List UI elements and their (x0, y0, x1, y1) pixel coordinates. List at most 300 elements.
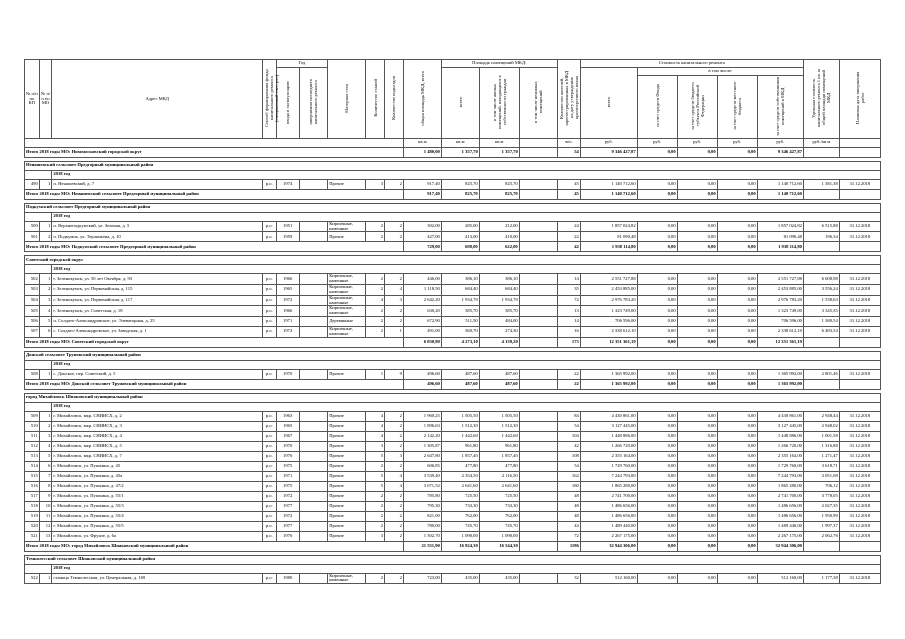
row-total-area: 491,00 (403, 326, 441, 337)
row-cost-total: 2 338 612,10 (580, 326, 637, 337)
row-residents: 35 (557, 285, 580, 296)
row-cost-total: 2 267 175,00 (580, 531, 637, 541)
hdr-god: Год (276, 60, 328, 68)
row-fund: р.о. (262, 573, 276, 584)
hdr-floors: Количество этажей (366, 60, 385, 139)
unit-cell: руб. (637, 138, 677, 147)
row-material: Кирпичные, каменные (328, 274, 366, 285)
row-material: Кирпичные, каменные (328, 285, 366, 296)
table-row (25, 511, 881, 521)
row-area-living: 1 857,40 (479, 451, 519, 461)
row-fund: р.о. (262, 316, 276, 326)
row-cost-fund: 0,00 (637, 179, 677, 189)
row-fund: р.о. (262, 501, 276, 511)
row-material: Прочие (328, 471, 366, 481)
row-year-repair (299, 491, 327, 501)
unit-cell: руб. (717, 138, 757, 147)
row-cost-total: 1 323 749,00 (580, 306, 637, 317)
row-year-repair (299, 179, 327, 189)
row-floors: 2 (366, 521, 385, 531)
row-residents: 42 (557, 441, 580, 451)
row-entrances: 2 (385, 306, 404, 317)
total-cell: 1 357,70 (479, 147, 519, 157)
row-address: г. Михайловск, ул. Фрунзе, д. 6а (52, 531, 263, 541)
row-cost-region: 0,00 (677, 285, 717, 296)
table-row (25, 232, 881, 242)
hdr-area-living: в том числе жилых помещений, находящихся в собственности граждан (479, 68, 519, 139)
row-entrances: 2 (385, 521, 404, 531)
total-cell: 42 (557, 242, 580, 252)
row-cost-region: 0,00 (677, 471, 717, 481)
row-deadline: 31.12.2018 (839, 501, 880, 511)
total-cell: 1 938 114,80 (757, 242, 803, 252)
row-total-area: 1 118,50 (403, 285, 441, 296)
row-fund: р.о. (262, 451, 276, 461)
row-number-mo: 8 (39, 481, 52, 491)
row-area-living: 725,50 (479, 491, 519, 501)
row-entrances: 2 (385, 441, 404, 451)
row-cost-owners: 2 551 727,88 (757, 274, 803, 285)
row-area-living: 212,00 (479, 221, 519, 232)
row-cost-fund: 0,00 (637, 306, 677, 317)
row-cost-local: 0,00 (717, 471, 757, 481)
row-number-mo: 6 (39, 461, 52, 471)
row-year-built: 1959 (276, 232, 299, 242)
row-material: Прочие (328, 531, 366, 541)
row-cost-region: 0,00 (677, 461, 717, 471)
row-area-living: 385,70 (479, 306, 519, 317)
table-row (25, 221, 881, 232)
row-area-total: 762,00 (441, 511, 479, 521)
cell (839, 379, 880, 389)
row-cost-local: 0,00 (717, 411, 757, 421)
row-fund: р.о. (262, 274, 276, 285)
unit-cell: чел. (557, 138, 580, 147)
row-area-nonliving (519, 441, 557, 451)
row-address: п. Солдато-Александровское, ул. Элеваторная, д. 25 (52, 316, 263, 326)
row-number-mo: 1 (39, 274, 52, 285)
section-total-row (25, 337, 881, 347)
total-cell: 0,00 (677, 147, 717, 157)
row-area-living: 2 641,60 (479, 481, 519, 491)
row-address: г. Михайловск, ул. Пушкина, д. 45 (52, 461, 263, 471)
unit-cell: руб./кв.м (803, 138, 839, 147)
row-unit-cost: 1 177,38 (803, 573, 839, 584)
row-entrances: 2 (385, 511, 404, 521)
row-cost-region: 0,00 (677, 573, 717, 584)
unit-cell: руб. (757, 138, 803, 147)
section-year: 2018 год (52, 265, 881, 274)
row-year-repair (299, 511, 327, 521)
row-number: 503 (25, 285, 40, 296)
row-material: Прочие (328, 421, 366, 431)
row-area-living: 487,60 (479, 369, 519, 379)
row-cost-region: 0,00 (677, 306, 717, 317)
row-number: 504 (25, 295, 40, 306)
total-cell: 0,00 (637, 189, 677, 199)
row-fund: р.о. (262, 531, 276, 541)
row-cost-region: 0,00 (677, 369, 717, 379)
row-area-total: 1 512,30 (441, 421, 479, 431)
total-cell: 729,00 (403, 242, 441, 252)
row-deadline: 31.12.2018 (839, 306, 880, 317)
row-area-total: 285,00 (441, 221, 479, 232)
row-entrances: 2 (385, 316, 404, 326)
row-cost-owners: 1 323 749,00 (757, 306, 803, 317)
row-cost-region: 0,00 (677, 431, 717, 441)
row-material: Кирпичные, каменные (328, 295, 366, 306)
row-residents: 162 (557, 471, 580, 481)
row-cost-fund: 0,00 (637, 369, 677, 379)
row-cost-total: 1 489 440,00 (580, 521, 637, 531)
row-cost-owners: 2 267 175,00 (757, 531, 803, 541)
row-fund: р.о. (262, 521, 276, 531)
row-floors: 2 (366, 232, 385, 242)
row-entrances: 4 (385, 285, 404, 296)
row-year-built: 1977 (276, 501, 299, 511)
hdr-year-repair: завершения последнего капитального ремонта (299, 68, 327, 139)
row-cost-total: 1 486 656,00 (580, 511, 637, 521)
row-cost-owners: 2 976 783,20 (757, 295, 803, 306)
hdr-total-area: общая площадь МКД, всего (403, 60, 441, 139)
row-cost-total: 4 430 861,00 (580, 411, 637, 421)
row-fund: р.о. (262, 179, 276, 189)
total-cell: 6 030,80 (403, 337, 441, 347)
cell (839, 242, 880, 252)
total-cell: 0,00 (717, 379, 757, 389)
row-year-repair (299, 451, 327, 461)
row-floors: 3 (366, 179, 385, 189)
row-fund: р.о. (262, 369, 276, 379)
row-address: г. Михайловск, мкр. СНИИСХ, д. 2 (52, 411, 263, 421)
row-floors: 4 (366, 295, 385, 306)
hdr-material: Материал стен (328, 60, 366, 139)
hdr-cost-total: всего (580, 68, 637, 139)
row-year-built: 1976 (276, 531, 299, 541)
row-number: 501 (25, 232, 40, 242)
row-address: п. Подкумок, ул. Терлиньева, д. 10 (52, 232, 263, 242)
row-area-living: 1 505,50 (479, 411, 519, 421)
row-number: 517 (25, 491, 40, 501)
row-number: 502 (25, 274, 40, 285)
row-area-living: 762,00 (479, 511, 519, 521)
cell (839, 189, 880, 199)
row-cost-fund: 0,00 (637, 411, 677, 421)
row-area-living: 961,80 (479, 441, 519, 451)
row-entrances: 4 (385, 481, 404, 491)
row-fund: р.о. (262, 411, 276, 421)
row-cost-local: 0,00 (717, 369, 757, 379)
total-cell: 32 944 306,00 (757, 541, 803, 551)
row-cost-owners: 7 244 793,00 (757, 471, 803, 481)
row-material: Деревянные (328, 316, 366, 326)
row-area-living: 410,00 (479, 232, 519, 242)
row-address: г. Михайловск, мкр. СНИИСХ, д. 5 (52, 441, 263, 451)
total-cell: 9 346 427,87 (580, 147, 637, 157)
total-cell: 0,00 (677, 242, 717, 252)
row-area-total: 1 934,70 (441, 295, 479, 306)
row-unit-cost: 3 778,05 (803, 491, 839, 501)
table-row (25, 573, 881, 584)
row-number-mo: 11 (39, 511, 52, 521)
row-cost-local: 0,00 (717, 511, 757, 521)
row-total-area: 1 305,87 (403, 441, 441, 451)
row-area-total: 733,30 (441, 501, 479, 511)
row-floors: 5 (366, 451, 385, 461)
row-year-built: 1965 (276, 285, 299, 296)
grand-total-label: Итого 2018 годы МО: Новомосковский городской округ (25, 147, 404, 157)
row-number-mo: 12 (39, 521, 52, 531)
row-year-repair (299, 369, 327, 379)
row-year-repair (299, 274, 327, 285)
unit-cell: руб. (580, 138, 637, 147)
section-title: Подкумский сельсовет Предгорный муниципальный район (25, 203, 881, 212)
row-cost-region: 0,00 (677, 326, 717, 337)
row-cost-fund: 0,00 (637, 481, 677, 491)
total-cell: 0,00 (637, 337, 677, 347)
section-year-row (25, 170, 881, 179)
row-area-living: 274,30 (479, 326, 519, 337)
row-cost-local: 0,00 (717, 326, 757, 337)
row-material: Кирпичные, каменные (328, 221, 366, 232)
row-area-living: 2 116,50 (479, 471, 519, 481)
mkd-table (24, 59, 881, 584)
row-total-area: 780,00 (403, 521, 441, 531)
total-cell: 0,00 (637, 541, 677, 551)
row-unit-cost: 1 380,54 (803, 316, 839, 326)
row-area-total: 745,70 (441, 521, 479, 531)
row-area-living: 1 512,30 (479, 421, 519, 431)
row-material: Кирпичные, каменные (328, 306, 366, 317)
row-unit-cost: 1 538,63 (803, 295, 839, 306)
row-number-mo: 1 (39, 369, 52, 379)
row-unit-cost: 1 271,47 (803, 451, 839, 461)
section-total-label: Итого 2018 годы МО: город Михайловск Шпаковский муниципальный район (25, 541, 404, 551)
table-row (25, 411, 881, 421)
row-fund: р.о. (262, 511, 276, 521)
row-year-repair (299, 461, 327, 471)
row-address: г. Михайловск, мкр. СНИИСХ, д. 3 (52, 421, 263, 431)
row-address: с. Солдато-Александровское, ул. Заводская, д. 1 (52, 326, 263, 337)
total-cell: 825,70 (441, 189, 479, 199)
total-cell: 0,00 (677, 189, 717, 199)
row-year-repair (299, 411, 327, 421)
row-cost-owners: 1 486 656,00 (757, 511, 803, 521)
row-cost-local: 0,00 (717, 451, 757, 461)
row-deadline: 31.12.2018 (839, 491, 880, 501)
row-area-total: 961,80 (441, 441, 479, 451)
row-entrances: 2 (385, 573, 404, 584)
section-title: город Михайловск Шпаковский муниципальный район (25, 393, 881, 402)
hdr-area-group: Площадь помещений МКД: (441, 60, 557, 68)
row-year-built: 1970 (276, 369, 299, 379)
section-title: Ненашевский сельсовет Предгорный муниципальный район (25, 161, 881, 170)
row-area-nonliving (519, 573, 557, 584)
row-area-nonliving (519, 411, 557, 421)
row-residents: 84 (557, 411, 580, 421)
total-cell: 0,00 (717, 189, 757, 199)
cell (519, 379, 557, 389)
row-address: г. Михайловск, ул. Пушкина, д. 45а (52, 471, 263, 481)
hdr-address: Адрес МКД (52, 60, 263, 139)
total-cell: 0,00 (637, 242, 677, 252)
row-floors: 4 (366, 421, 385, 431)
row-cost-owners: 4 430 861,00 (757, 411, 803, 421)
row-year-built: 1970 (276, 441, 299, 451)
row-unit-cost: 2 801,46 (803, 369, 839, 379)
row-floors: 2 (366, 316, 385, 326)
row-floors: 2 (366, 306, 385, 317)
row-address: г. Зеленокумск, ул. Советская, д. 18 (52, 306, 263, 317)
row-total-area: 3 671,52 (403, 481, 441, 491)
row-deadline: 31.12.2018 (839, 179, 880, 189)
table-row (25, 521, 881, 531)
total-cell: 1 365 992,00 (580, 379, 637, 389)
row-area-total: 825,70 (441, 179, 479, 189)
row-cost-fund: 0,00 (637, 491, 677, 501)
row-area-total: 477,80 (441, 461, 479, 471)
row-cost-total: 1 365 992,00 (580, 369, 637, 379)
row-total-area: 1 960,25 (403, 411, 441, 421)
total-cell: 698,00 (441, 242, 479, 252)
row-year-built: 1966 (276, 306, 299, 317)
row-unit-cost: 196,34 (803, 232, 839, 242)
row-area-nonliving (519, 274, 557, 285)
row-residents: 24 (557, 221, 580, 232)
row-number: 500 (25, 221, 40, 232)
row-address: станица Темнолесская, ул. Центральная, д. 169 (52, 573, 263, 584)
total-cell: 825,70 (479, 189, 519, 199)
row-area-total: 2 641,60 (441, 481, 479, 491)
row-unit-cost: 1 316,88 (803, 441, 839, 451)
row-cost-fund: 0,00 (637, 471, 677, 481)
row-unit-cost: 3 345,35 (803, 306, 839, 317)
section-year-row (25, 564, 881, 573)
row-floors: 2 (366, 461, 385, 471)
row-area-nonliving (519, 511, 557, 521)
row-fund: р.о. (262, 306, 276, 317)
row-fund: р.о. (262, 431, 276, 441)
row-unit-cost: 706,12 (803, 481, 839, 491)
row-entrances: 2 (385, 431, 404, 441)
row-area-nonliving (519, 316, 557, 326)
row-deadline: 31.12.2018 (839, 431, 880, 441)
row-cost-total: 2 355 164,00 (580, 451, 637, 461)
total-cell: 0,00 (717, 541, 757, 551)
row-cost-total: 512 160,00 (580, 573, 637, 584)
row-cost-region: 0,00 (677, 511, 717, 521)
row-cost-local: 0,00 (717, 531, 757, 541)
hdr-cost-owners: за счет средств собственников помещений в МКД (757, 76, 803, 139)
row-residents: 22 (557, 369, 580, 379)
row-unit-cost: 3 618,71 (803, 461, 839, 471)
row-number: 519 (25, 511, 40, 521)
row-cost-local: 0,00 (717, 274, 757, 285)
row-cost-local: 0,00 (717, 441, 757, 451)
row-cost-total: 3 127 445,00 (580, 421, 637, 431)
row-area-total: 684,40 (441, 285, 479, 296)
row-residents: 54 (557, 461, 580, 471)
row-number-mo: 3 (39, 295, 52, 306)
table-row (25, 274, 881, 285)
row-area-total: 386,10 (441, 274, 479, 285)
row-year-repair (299, 521, 327, 531)
row-year-built: 1976 (276, 451, 299, 461)
row-unit-cost: 1 001,58 (803, 431, 839, 441)
total-cell: 21 551,90 (403, 541, 441, 551)
row-entrances: 2 (385, 221, 404, 232)
row-cost-local: 0,00 (717, 285, 757, 296)
row-area-total: 435,00 (441, 573, 479, 584)
row-cost-total: 1 857 024,82 (580, 221, 637, 232)
row-address: г. Михайловск, ул. Пушкина, д. 55/5 (52, 521, 263, 531)
row-number-mo: 4 (39, 441, 52, 451)
row-fund: р.о. (262, 221, 276, 232)
row-total-area: 2 642,20 (403, 295, 441, 306)
row-cost-owners: 1 857 024,82 (757, 221, 803, 232)
total-cell: 1 480,00 (403, 147, 441, 157)
row-number-mo: 7 (39, 471, 52, 481)
row-year-built: 1966 (276, 274, 299, 285)
row-total-area: 723,00 (403, 573, 441, 584)
table-row (25, 369, 881, 379)
section-total-label: Итого 2018 годы МО: Подкумский сельсовет Предгорный муниципальный район (25, 242, 404, 252)
row-cost-owners: 1 486 656,00 (757, 501, 803, 511)
row-year-built: 1951 (276, 221, 299, 232)
row-entrances: 2 (385, 421, 404, 431)
table-row (25, 326, 881, 337)
row-residents: 45 (557, 179, 580, 189)
row-deadline: 31.12.2018 (839, 441, 880, 451)
row-deadline: 31.12.2018 (839, 369, 880, 379)
row-cost-total: 81 090,48 (580, 232, 637, 242)
row-number: 490 (25, 179, 40, 189)
table-body (25, 138, 881, 583)
hdr-area-total: всего (441, 68, 479, 139)
row-cost-local: 0,00 (717, 421, 757, 431)
total-cell: 917,40 (403, 189, 441, 199)
row-address: г. Михайловск, мкр. СНИИСХ, д. 4 (52, 431, 263, 441)
hdr-residents: Количество жителей, зарегистрированных в МКД на дату утверждения краткосрочного плана (557, 60, 580, 139)
row-cost-region: 0,00 (677, 451, 717, 461)
row-entrances: 3 (385, 451, 404, 461)
row-address: г. Михайловск, ул. Пушкина, д. 55/1 (52, 491, 263, 501)
row-fund: р.о. (262, 481, 276, 491)
row-cost-total: 1 486 656,00 (580, 501, 637, 511)
row-number: 522 (25, 573, 40, 584)
row-cost-fund: 0,00 (637, 441, 677, 451)
hdr-cost-fund: за счет средств Фонда (637, 76, 677, 139)
row-cost-owners: 2 741 700,00 (757, 491, 803, 501)
row-cost-fund: 0,00 (637, 274, 677, 285)
row-number-mo: 9 (39, 491, 52, 501)
row-cost-local: 0,00 (717, 491, 757, 501)
cell (519, 337, 557, 347)
total-cell: 9 346 427,87 (757, 147, 803, 157)
row-cost-total: 2 551 727,88 (580, 274, 637, 285)
row-address: г. Михайловск, мкр. СНИИСХ, д. 7 (52, 451, 263, 461)
row-year-repair (299, 295, 327, 306)
row-entrances: 2 (385, 531, 404, 541)
section-year: 2018 год (52, 212, 881, 221)
row-cost-fund: 0,00 (637, 232, 677, 242)
total-cell: 0,00 (677, 379, 717, 389)
section-year: 2018 год (52, 360, 881, 369)
row-cost-region: 0,00 (677, 441, 717, 451)
row-cost-owners: 1 365 992,00 (757, 369, 803, 379)
row-cost-region: 0,00 (677, 316, 717, 326)
row-area-living: 684,40 (479, 285, 519, 296)
